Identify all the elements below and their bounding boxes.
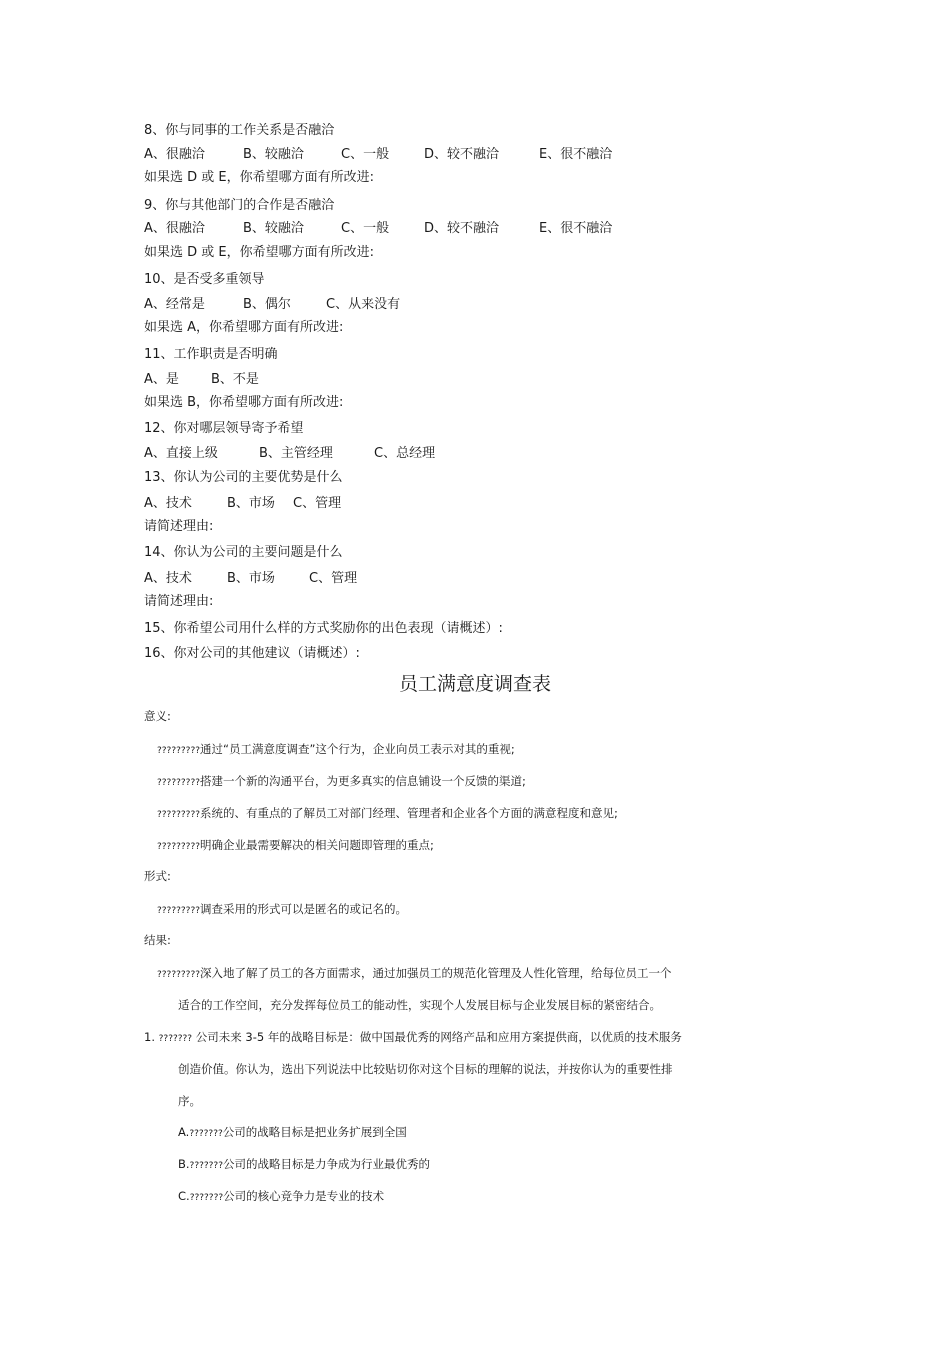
option-c-text: 公司的核心竞争力是专业的技术 <box>223 1189 385 1203</box>
meaning-item-4 <box>157 838 434 855</box>
form-item-1-prefix: ????????? <box>157 906 200 916</box>
survey-question-1-option-a <box>178 1125 407 1142</box>
question-16-title: 16、你对公司的其他建议（请概述）: <box>144 646 360 661</box>
meaning-item-4-prefix: ????????? <box>157 842 200 852</box>
question-12-option-a: A、直接上级 <box>144 446 218 461</box>
survey-title: 员工满意度调查表 <box>398 673 551 695</box>
question-13-option-c: C、管理 <box>293 496 342 511</box>
question-8-option-d: D、较不融洽 <box>424 147 500 162</box>
question-14-title: 14、你认为公司的主要问题是什么 <box>144 545 343 560</box>
survey-question-1-line-3: 序。 <box>178 1094 201 1108</box>
question-9-title: 9、你与其他部门的合作是否融洽 <box>144 198 335 213</box>
form-label: 形式: <box>144 869 171 883</box>
option-c-letter: C. <box>178 1189 190 1203</box>
question-9-option-e: E、很不融洽 <box>539 221 613 236</box>
result-label: 结果: <box>144 933 171 947</box>
option-b-letter: B. <box>178 1157 190 1171</box>
question-12-option-c: C、总经理 <box>374 446 436 461</box>
question-12-option-b: B、主管经理 <box>259 446 333 461</box>
question-9-option-d: D、较不融洽 <box>424 221 500 236</box>
form-item-1-text: 调查采用的形式可以是匿名的或记名的。 <box>200 902 407 916</box>
question-13-followup: 请简述理由: <box>144 519 214 534</box>
meaning-item-1-text: 通过“员工满意度调查”这个行为，企业向员工表示对其的重视; <box>200 742 515 756</box>
question-15-title: 15、你希望公司用什么样的方式奖励你的出色表现（请概述）: <box>144 621 503 636</box>
question-8-followup: 如果选 D 或 E，你希望哪方面有所改进: <box>144 170 375 185</box>
option-a-prefix: ??????? <box>189 1129 223 1139</box>
question-13-option-b: B、市场 <box>227 496 275 511</box>
survey-question-1-line-2: 创造价值。你认为，选出下列说法中比较贴切你对这个目标的理解的说法，并按你认为的重要性排 <box>178 1062 673 1076</box>
question-10-option-c: C、从来没有 <box>326 297 401 312</box>
meaning-item-1-prefix: ????????? <box>157 746 200 756</box>
meaning-item-3 <box>157 806 618 823</box>
question-13-title: 13、你认为公司的主要优势是什么 <box>144 470 343 485</box>
result-line-2: 适合的工作空间，充分发挥每位员工的能动性，实现个人发展目标与企业发展目标的紧密结合。 <box>178 998 661 1012</box>
meaning-item-2-text: 搭建一个新的沟通平台，为更多真实的信息铺设一个反馈的渠道; <box>200 774 526 788</box>
option-b-text: 公司的战略目标是力争成为行业最优秀的 <box>223 1157 430 1171</box>
survey-question-1-option-b <box>178 1157 430 1174</box>
survey-question-1-prefix: ??????? <box>158 1034 193 1044</box>
meaning-item-3-prefix: ????????? <box>157 810 200 820</box>
survey-question-1-option-c <box>178 1189 384 1206</box>
question-14-followup: 请简述理由: <box>144 594 214 609</box>
question-10-option-a: A、经常是 <box>144 297 205 312</box>
question-8-option-c: C、一般 <box>341 147 390 162</box>
survey-question-1-text: 公司未来 3-5 年的战略目标是：做中国最优秀的网络产品和应用方案提供商，以优质的技术服务 <box>195 1030 682 1044</box>
meaning-item-1 <box>157 742 515 759</box>
question-8-option-b: B、较融洽 <box>243 147 304 162</box>
option-c-prefix: ??????? <box>189 1193 224 1203</box>
question-9-followup: 如果选 D 或 E，你希望哪方面有所改进: <box>144 245 375 260</box>
question-14-option-b: B、市场 <box>227 571 275 586</box>
question-13-option-a: A、技术 <box>144 496 192 511</box>
question-9-option-b: B、较融洽 <box>243 221 304 236</box>
question-10-title: 10、是否受多重领导 <box>144 272 265 287</box>
question-14-option-a: A、技术 <box>144 571 192 586</box>
question-9-option-c: C、一般 <box>341 221 390 236</box>
question-8-title: 8、你与同事的工作关系是否融洽 <box>144 123 335 138</box>
meaning-label: 意义: <box>144 709 171 723</box>
question-10-followup: 如果选 A，你希望哪方面有所改进: <box>144 320 344 335</box>
question-10-option-b: B、偶尔 <box>243 297 291 312</box>
meaning-item-2-prefix: ????????? <box>157 778 200 788</box>
option-a-text: 公司的战略目标是把业务扩展到全国 <box>222 1125 407 1139</box>
question-11-title: 11、工作职责是否明确 <box>144 347 278 362</box>
option-b-prefix: ??????? <box>189 1161 223 1171</box>
survey-question-1-line-1 <box>144 1030 682 1047</box>
form-item-1 <box>157 902 407 919</box>
result-prefix: ????????? <box>157 970 200 980</box>
meaning-item-4-text: 明确企业最需要解决的相关问题即管理的重点; <box>200 838 434 852</box>
result-line-1 <box>157 966 672 983</box>
survey-question-1-number: 1. <box>144 1030 155 1044</box>
question-11-followup: 如果选 B，你希望哪方面有所改进: <box>144 395 344 410</box>
question-11-option-a: A、是 <box>144 372 179 387</box>
question-8-option-a: A、很融洽 <box>144 147 205 162</box>
question-8-option-e: E、很不融洽 <box>539 147 613 162</box>
option-a-letter: A. <box>178 1125 190 1139</box>
meaning-item-3-text: 系统的、有重点的了解员工对部门经理、管理者和企业各个方面的满意程度和意见; <box>200 806 618 820</box>
meaning-item-2 <box>157 774 526 791</box>
question-9-option-a: A、很融洽 <box>144 221 205 236</box>
question-11-option-b: B、不是 <box>211 372 259 387</box>
result-line-1-text: 深入地了解了员工的各方面需求，通过加强员工的规范化管理及人性化管理，给每位员工一个 <box>200 966 672 980</box>
question-12-title: 12、你对哪层领导寄予希望 <box>144 421 304 436</box>
question-14-option-c: C、管理 <box>309 571 358 586</box>
